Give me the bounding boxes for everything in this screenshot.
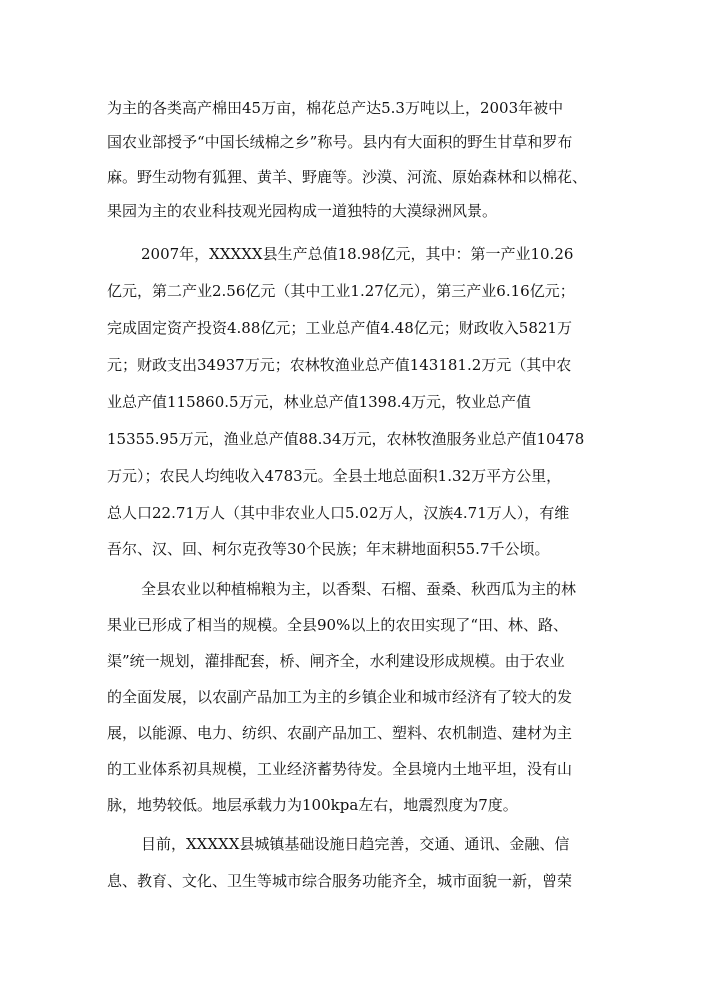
- text-line: 展，以能源、电力、纺织、农副产品加工、塑料、农机制造、建材为主: [107, 724, 573, 742]
- text-line: 国农业部授予“中国长绒棉之乡”称号。县内有大面积的野生甘草和罗布: [107, 133, 573, 151]
- text-line: 完成固定资产投资4.88亿元；工业总产值4.48亿元；财政收入5821万: [107, 319, 572, 337]
- text-line: 的工业体系初具规模，工业经济蓄势待发。全县境内土地平坦，没有山: [107, 760, 573, 778]
- text-line: 的全面发展，以农副产品加工为主的乡镇企业和城市经济有了较大的发: [107, 688, 573, 706]
- text-line: 吾尔、汉、回、柯尔克孜等30个民族；年末耕地面积55.7千公顷。: [107, 540, 550, 558]
- text-line: 果业已形成了相当的规模。全县90%以上的农田实现了“田、林、路、: [107, 616, 569, 634]
- text-line: 15355.95万元，渔业总产值88.34万元，农林牧渔服务业总产值10478: [107, 430, 585, 448]
- text-line: 息、教育、文化、卫生等城市综合服务功能齐全，城市面貌一新，曾荣: [107, 872, 573, 890]
- text-line: 业总产值115860.5万元，林业总产值1398.4万元，牧业总产值: [107, 393, 532, 411]
- text-line: 果园为主的农业科技观光园构成一道独特的大漠绿洲风景。: [107, 202, 498, 220]
- text-line: 万元）；农民人均纯收入4783元。全县土地总面积1.32万平方公里，: [107, 467, 562, 485]
- text-line: 麻。野生动物有狐狸、黄羊、野鹿等。沙漠、河流、原始森林和以棉花、: [107, 168, 588, 186]
- text-line: 亿元，第二产业2.56亿元（其中工业1.27亿元），第三产业6.16亿元；: [107, 282, 575, 300]
- text-line: 元；财政支出34937万元；农林牧渔业总产值143181.2万元（其中农: [107, 356, 572, 374]
- paragraph-start-line: 目前，XXXXX县城镇基础设施日趋完善，交通、通讯、金融、信: [141, 835, 570, 853]
- text-line: 为主的各类高产棉田45万亩，棉花总产达5.3万吨以上，2003年被中: [107, 99, 564, 117]
- paragraph-start-line: 全县农业以种植棉粮为主，以香梨、石榴、蚕桑、秋西瓜为主的林: [141, 580, 577, 598]
- text-line: 总人口22.71万人（其中非农业人口5.02万人，汉族4.71万人），有维: [107, 504, 570, 522]
- text-line: 渠”统一规划，灌排配套，桥、闸齐全，水利建设形成规模。由于农业: [107, 652, 565, 670]
- paragraph-start-line: 2007年，XXXXX县生产总值18.98亿元，其中：第一产业10.26: [141, 245, 574, 263]
- text-line: 脉，地势较低。地层承载力为100kpa左右，地震烈度为7度。: [107, 796, 518, 814]
